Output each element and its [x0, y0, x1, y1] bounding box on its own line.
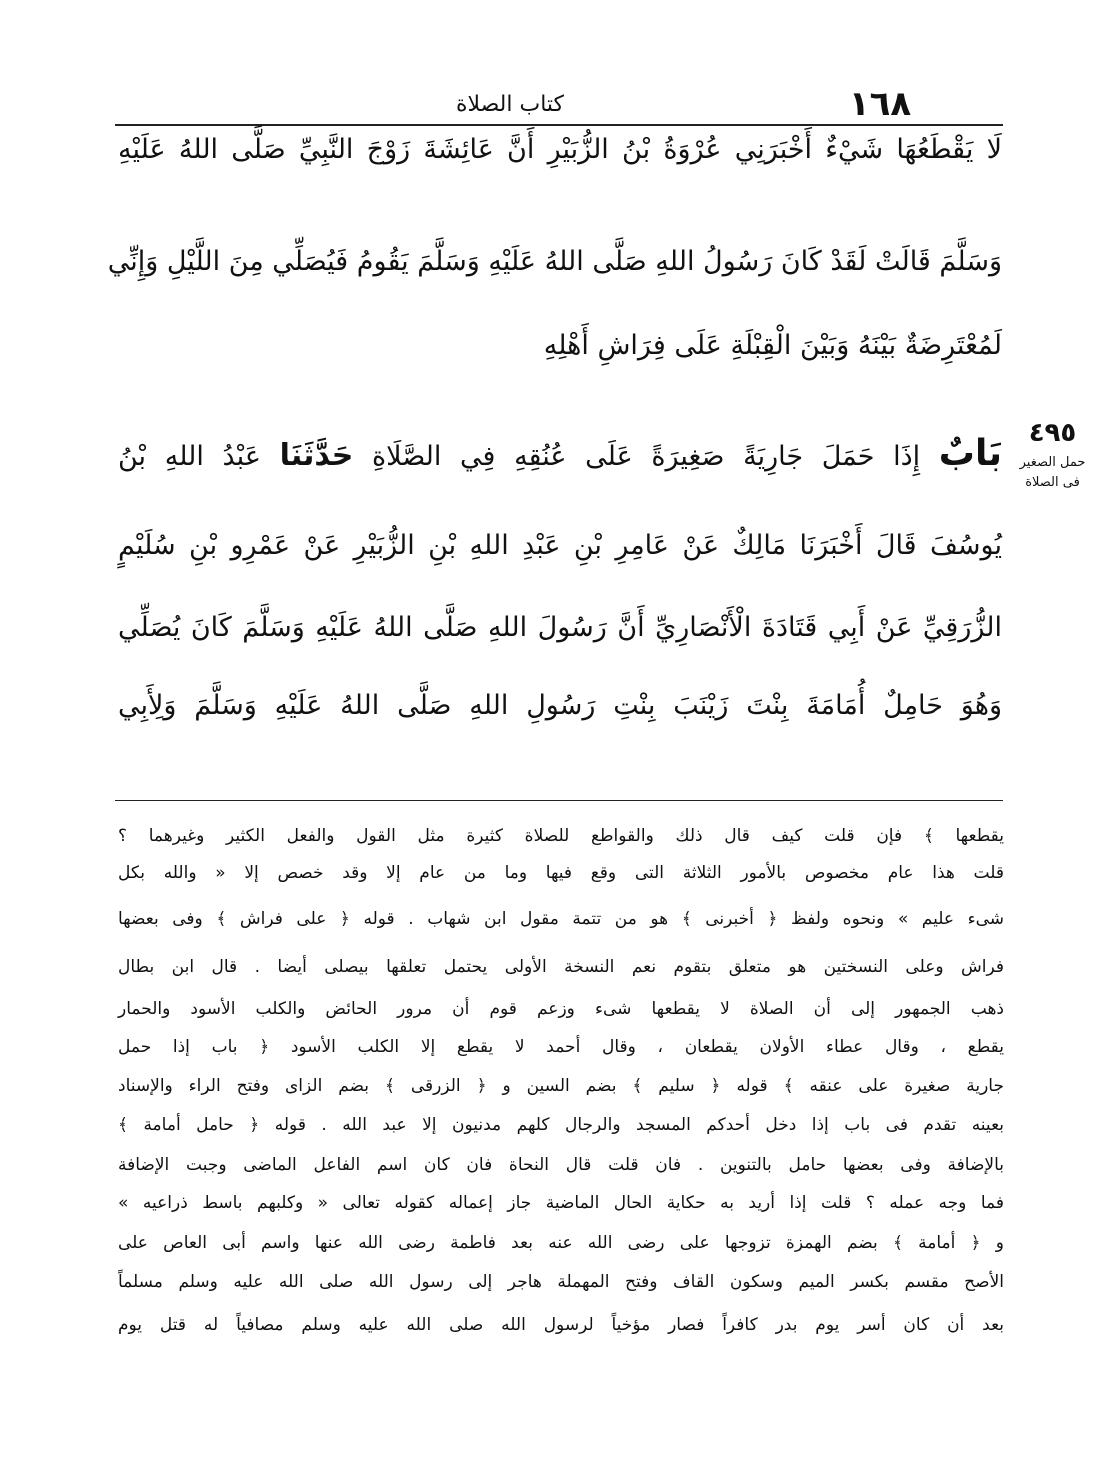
main-text-line: لَمُعْتَرِضَةٌ بَيْنَهُ وَبَيْنَ الْقِبْلَةِ عَلَى فِرَاشِ أَهْلِهِ: [543, 330, 1002, 361]
footnote-line: و ﴿ أمامة ﴾ بضم الهمزة تزوجها على رضى الله عنه بعد فاطمة رضى الله عنها واسم أبى العاص على: [118, 1233, 1004, 1253]
chapter-label: بَابٌ: [938, 433, 1002, 474]
footnote-line: جارية صغيرة على عنقه ﴾ قوله ﴿ سليم ﴾ بضم السين و ﴿ الزرقى ﴾ بضم الزاى وفتح الراء والإسناد: [118, 1076, 1004, 1096]
footnote-line: يقطع ، وقال عطاء الأولان يقطعان ، وقال أحمد لا يقطع إلا الكلب الأسود ﴿ باب إذا حمل: [118, 1037, 1004, 1057]
chapter-title: إِذَا حَمَلَ جَارِيَةً صَغِيرَةً عَلَى عُنُقِهِ فِي الصَّلَاةِ: [371, 441, 921, 472]
main-text-line: وَسَلَّمَ قَالَتْ لَقَدْ كَانَ رَسُولُ اللهِ صَلَّى اللهُ عَلَيْهِ وَسَلَّمَ يَقُومُ فَيُصَلِّي مِنَ اللَّيْلِ وَإِنِّي: [107, 246, 1002, 277]
footnote-line: ذهب الجمهور إلى أن الصلاة لا يقطعها شىء وزعم قوم أن مرور الحائض والكلب الأسود والحمار: [118, 999, 1004, 1019]
page-number: ١٦٨: [848, 84, 912, 124]
footnote-line: فراش وعلى النسختين هو متعلق بتقوم نعم النسخة الأولى يحتمل تعلقها بيصلى أيضا . قال ابن بطال: [118, 957, 1004, 977]
chapter-line-rest: عَبْدُ اللهِ بْنُ: [118, 441, 261, 472]
haddathana-word: حَدَّثَنَا: [279, 438, 354, 473]
chapter-heading-line: [118, 432, 1002, 479]
footnote-line: الأصح مقسم بكسر الميم وسكون القاف وفتح المهملة هاجر إلى رسول الله صلى الله عليه وسلم مسلماً: [118, 1272, 1004, 1292]
footnote-line: بالإضافة وفى بعضها حامل بالتنوين . فان قلت قال النحاة فان كان اسم الفاعل الماضى وجبت الإضافة: [118, 1155, 1004, 1175]
footnote-separator: [115, 800, 1003, 801]
footnote-line: فما وجه عمله ؟ قلت إذا أريد به حكاية الحال الماضية جاز إعماله كقوله تعالى « وكلبهم باسط ذراعيه »: [118, 1193, 1004, 1213]
margin-hadith-number: ٤٩٥: [1028, 418, 1077, 448]
footnote-line: يقطعها ﴾ فإن قلت كيف قال ذلك والقواطع للصلاة كثيرة مثل القول والفعل الكثير وغيرهما ؟: [118, 826, 1004, 846]
footnote-line: شىء عليم » ونحوه ولفظ ﴿ أخبرنى ﴾ هو من تتمة مقول ابن شهاب . قوله ﴿ على فراش ﴾ وفى بعضها: [118, 909, 1004, 929]
header-rule: [115, 124, 1003, 126]
footnote-line: بعد أن كان أسر يوم بدر كافراً فصار مؤخياً لرسول الله صلى الله عليه وسلم مصافياً له قتل يوم: [118, 1315, 1004, 1335]
margin-note-line: فى الصلاة: [1025, 475, 1080, 490]
main-text-line: الزُّرَقِيِّ عَنْ أَبِي قَتَادَةَ الْأَنْصَارِيِّ أَنَّ رَسُولَ اللهِ صَلَّى اللهُ عَلَيْهِ وَسَلَّمَ كَانَ يُصَلِّي: [118, 612, 1002, 643]
footnote-line: قلت هذا عام مخصوص بالأمور الثلاثة التى وقع فيها وما من عام إلا وقد خصص إلا « والله بكل: [118, 863, 1004, 883]
footnote-line: بعينه تقدم فى باب إذا دخل أحدكم المسجد والرجال كلهم مدنيون إلا عبد الله . قوله ﴿ حامل أمامة ﴾: [118, 1115, 1004, 1135]
running-title: كتاب الصلاة: [455, 92, 565, 117]
margin-note-line: حمل الصغير: [1019, 455, 1086, 470]
main-text-line: يُوسُفَ قَالَ أَخْبَرَنَا مَالِكٌ عَنْ عَامِرِ بْنِ عَبْدِ اللهِ بْنِ الزُّبَيْرِ عَنْ عَمْرِو بْنِ سُلَيْمٍ: [118, 530, 1002, 561]
main-text-line: لَا يَقْطَعُهَا شَيْءٌ أَخْبَرَنِي عُرْوَةُ بْنُ الزُّبَيْرِ أَنَّ عَائِشَةَ زَوْجَ النَّبِيِّ صَلَّى اللهُ عَلَيْهِ: [118, 134, 1002, 165]
main-text-line: وَهُوَ حَامِلٌ أُمَامَةَ بِنْتَ زَيْنَبَ بِنْتِ رَسُولِ اللهِ صَلَّى اللهُ عَلَيْهِ وَسَلَّمَ وَلِأَبِي: [118, 690, 1002, 721]
